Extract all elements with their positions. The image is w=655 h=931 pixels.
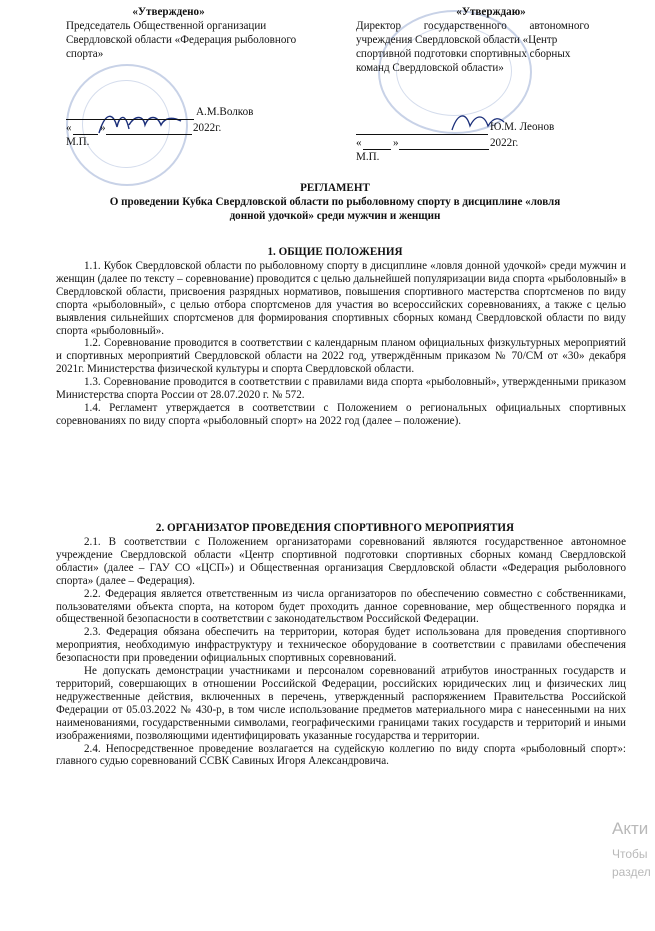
document-subtitle-line2: донной удочкой» среди мужчин и женщин	[229, 210, 441, 222]
approval-left-name: А.М.Волков	[196, 106, 254, 118]
signature-line-left	[66, 119, 194, 120]
approval-right-heading: «Утверждаю»	[456, 6, 526, 18]
watermark-line1: Акти	[612, 819, 649, 838]
approval-right-line1-text: Директор государственного автономного	[356, 20, 590, 32]
approval-right-line4: команд Свердловской области»	[356, 62, 504, 74]
approval-right-line3: спортивной подготовки спортивных сборных	[356, 48, 571, 60]
paragraph-2-1: 2.1. В соответствии с Положением организаторами соревнований являются государственное автономное учреждение Свердловской области «Центр спортивной подготовки спортивных сборных команд Свердловской области» (далее – ГАУ СО «ЦСП») и Общественная организация Свердловской области «Федерация рыболовного спорта» (далее – Федерация).	[56, 536, 626, 587]
paragraph-2-5: 2.4. Непосредственное проведение возлагается на судейскую коллегию по виду спорта «рыболовный спорт»: главного судью соревнований ССВК Савиных Игоря Александровича.	[56, 742, 626, 768]
approval-right-line1	[356, 20, 625, 33]
approval-right-line2: учреждения Свердловской области «Центр	[356, 34, 558, 46]
approval-left-heading: «Утверждено»	[132, 6, 205, 18]
document-title: РЕГЛАМЕНТ	[300, 182, 370, 194]
date-day-line-left	[73, 134, 98, 135]
section1-body	[56, 260, 626, 428]
date-mid-left: »	[100, 122, 106, 134]
date-day-line-right	[363, 149, 391, 150]
date-month-line-left	[106, 134, 192, 135]
paragraph-2-2: 2.2. Федерация является ответственным из числа организаторов по обеспечению совместно с собственниками, пользователями объекта спорта, на котором будет проходить данное соревнование, мер общественного порядка и общественной безопасности в соответствии с законодательством Российской Федерации.	[56, 587, 626, 626]
watermark-line2: Чтобы	[612, 847, 648, 861]
approval-left-stamp-label: М.П.	[66, 136, 90, 148]
approval-left-line2: Свердловской области «Федерация рыболовного	[66, 34, 297, 46]
paragraph-1-2: 1.2. Соревнование проводится в соответствии с календарным планом официальных физкультурных мероприятий и спортивных мероприятий Свердловской области на 2022 год, утверждённым приказом № 70/СМ от «30» декабря 2021г. Министерства физической культуры и спорта Свердловской области.	[56, 337, 626, 376]
approval-left-line3: спорта»	[66, 48, 104, 60]
date-mid-right: »	[393, 137, 399, 149]
approval-right-name: Ю.М. Леонов	[490, 121, 555, 133]
paragraph-2-4: Не допускать демонстрации участниками и персоналом соревнований атрибутов иностранных государств и территорий, совершающих в отношении Российской Федерации, российских юридических лиц и физических лиц недружественные действия, включенных в перечень, утвержденный распоряжением Правительства Российской Федерации от 05.03.2022 № 430-р, в том числе использование предметов материального мира с нанесенными на них наименованиями, государственными символами, географическими границами таких государств и территорий и иными изображениями, позволяющими идентифицировать указанные государства и территории.	[56, 665, 626, 742]
approval-right-stamp-label: М.П.	[356, 151, 380, 163]
watermark-line3: раздел	[612, 865, 651, 879]
paragraph-1-4: 1.4. Регламент утверждается в соответствии с Положением о региональных официальных спортивных соревнованиях по виду спорта «рыболовный спорт» на 2022 год (далее – положение).	[56, 401, 626, 427]
section2-heading: 2. ОРГАНИЗАТОР ПРОВЕДЕНИЯ СПОРТИВНОГО МЕРОПРИЯТИЯ	[155, 522, 515, 534]
section1-heading: 1. ОБЩИЕ ПОЛОЖЕНИЯ	[267, 246, 403, 258]
approval-left-line1: Председатель Общественной организации	[66, 20, 267, 32]
paragraph-1-3: 1.3. Соревнование проводится в соответствии с правилами вида спорта «рыболовный», утвержденными приказом Министерства спорта России от 28.07.2020 г. № 572.	[56, 376, 626, 402]
date-open-right: «	[356, 137, 362, 149]
paragraph-1-1: 1.1. Кубок Свердловской области по рыболовному спорту в дисциплине «ловля донной удочкой» среди мужчин и женщин (далее по тексту – соревнование) проводится с целью дальнейшей популяризации вида спорта «рыболовный» в Свердловской области, присвоения разрядных нормативов, повышения спортивного мастерства спортсменов по виду спорта «рыболовный», с целью отбора спортсменов для участия во всероссийских соревнованиях, а также с целью выявления сильнейших спортсменов для формирования спортивных сборных команд Свердловской области по виду спорта «рыболовный».	[56, 260, 626, 337]
signature-line-right	[356, 134, 488, 135]
date-month-line-right	[399, 149, 489, 150]
section2-body	[56, 536, 626, 768]
date-open-left: «	[66, 122, 72, 134]
paragraph-2-3: 2.3. Федерация обязана обеспечить на территории, которая будет использована для проведения спортивного мероприятия, необходимую инфраструктуру и техническое оборудование в соответствии с правилами обеспечения безопасности при проведении официальных спортивных соревнований.	[56, 626, 626, 665]
approval-right-year: 2022г.	[490, 137, 519, 149]
document-subtitle-line1: О проведении Кубка Свердловской области по рыболовному спорту в дисциплине «ловля	[109, 196, 561, 208]
approval-left-year: 2022г.	[193, 122, 222, 134]
